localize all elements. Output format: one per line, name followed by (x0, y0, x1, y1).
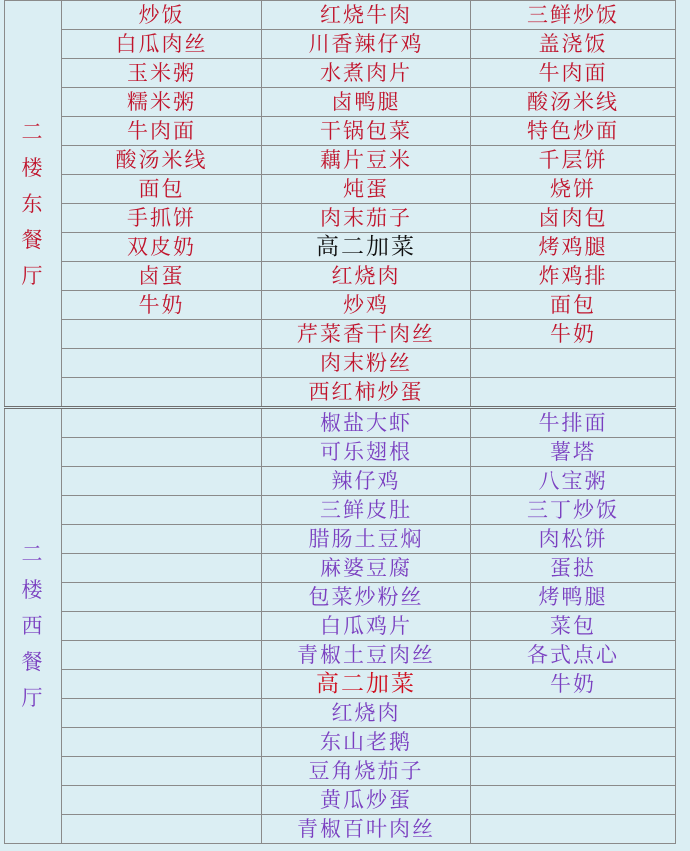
menu-cell (62, 496, 262, 525)
menu-row (5, 641, 676, 670)
section-label-char: 餐 (21, 227, 45, 252)
menu-cell: 青椒百叶肉丝 (262, 815, 471, 844)
menu-cell: 干锅包菜 (262, 117, 471, 146)
menu-cell: 盖浇饭 (471, 30, 676, 59)
menu-cell (62, 641, 262, 670)
menu-cell: 蛋挞 (471, 554, 676, 583)
menu-cell: 肉末茄子 (262, 204, 471, 233)
menu-row (5, 583, 676, 612)
menu-row (5, 670, 676, 699)
menu-cell (62, 438, 262, 467)
menu-cell: 高二加菜 (262, 233, 471, 262)
menu-cell: 特色炒面 (471, 117, 676, 146)
section-label-char: 餐 (21, 650, 45, 674)
menu-row (5, 320, 676, 349)
menu-cell (62, 320, 262, 349)
menu-cell (62, 378, 262, 408)
menu-cell (62, 467, 262, 496)
menu-table-body (5, 1, 676, 844)
menu-cell: 肉末粉丝 (262, 349, 471, 378)
menu-cell: 肉松饼 (471, 525, 676, 554)
menu-cell: 牛奶 (62, 291, 262, 320)
menu-cell: 椒盐大虾 (262, 408, 471, 438)
menu-row (5, 349, 676, 378)
menu-cell (62, 408, 262, 438)
menu-row (5, 233, 676, 262)
menu-cell: 酸汤米线 (471, 88, 676, 117)
menu-cell: 腊肠土豆焖 (262, 525, 471, 554)
menu-cell (62, 583, 262, 612)
menu-cell: 各式点心 (471, 641, 676, 670)
menu-cell: 水煮肉片 (262, 59, 471, 88)
menu-cell: 红烧牛肉 (262, 1, 471, 30)
menu-cell (471, 786, 676, 815)
menu-row (5, 378, 676, 408)
menu-cell: 烤鸭腿 (471, 583, 676, 612)
menu-cell: 辣仔鸡 (262, 467, 471, 496)
menu-cell: 牛肉面 (62, 117, 262, 146)
menu-cell: 红烧肉 (262, 262, 471, 291)
menu-cell: 炒饭 (62, 1, 262, 30)
menu-cell (62, 728, 262, 757)
menu-cell (62, 349, 262, 378)
menu-row (5, 757, 676, 786)
menu-row (5, 88, 676, 117)
section-label (5, 1, 62, 408)
menu-row (5, 175, 676, 204)
menu-cell: 红烧肉 (262, 699, 471, 728)
menu-row (5, 786, 676, 815)
menu-cell (62, 815, 262, 844)
menu-row (5, 59, 676, 88)
menu-cell (62, 786, 262, 815)
menu-row (5, 30, 676, 59)
menu-cell: 芹菜香干肉丝 (262, 320, 471, 349)
menu-cell (62, 525, 262, 554)
menu-row (5, 815, 676, 844)
menu-row (5, 554, 676, 583)
menu-cell: 青椒土豆肉丝 (262, 641, 471, 670)
menu-cell (62, 699, 262, 728)
menu-cell: 面包 (471, 291, 676, 320)
menu-row (5, 204, 676, 233)
menu-cell: 三鲜皮肚 (262, 496, 471, 525)
menu-cell (471, 378, 676, 408)
menu-row (5, 291, 676, 320)
menu-cell: 牛奶 (471, 670, 676, 699)
menu-cell (471, 757, 676, 786)
menu-cell: 糯米粥 (62, 88, 262, 117)
section-label-char: 楼 (21, 578, 45, 602)
menu-cell: 黄瓜炒蛋 (262, 786, 471, 815)
menu-cell: 牛奶 (471, 320, 676, 349)
menu-cell (471, 349, 676, 378)
menu-cell (471, 728, 676, 757)
menu-cell: 面包 (62, 175, 262, 204)
section-label-char: 二 (21, 119, 45, 144)
menu-cell: 可乐翅根 (262, 438, 471, 467)
menu-cell (471, 699, 676, 728)
menu-cell: 薯塔 (471, 438, 676, 467)
menu-cell: 烧饼 (471, 175, 676, 204)
menu-cell: 千层饼 (471, 146, 676, 175)
menu-cell: 高二加菜 (262, 670, 471, 699)
section-label (5, 408, 62, 844)
menu-cell: 卤肉包 (471, 204, 676, 233)
menu-cell (62, 554, 262, 583)
menu-cell: 川香辣仔鸡 (262, 30, 471, 59)
menu-cell: 八宝粥 (471, 467, 676, 496)
menu-cell: 牛肉面 (471, 59, 676, 88)
menu-cell: 藕片豆米 (262, 146, 471, 175)
menu-row (5, 728, 676, 757)
menu-cell: 西红柿炒蛋 (262, 378, 471, 408)
menu-row (5, 467, 676, 496)
menu-cell: 炖蛋 (262, 175, 471, 204)
menu-row (5, 525, 676, 554)
menu-cell: 三丁炒饭 (471, 496, 676, 525)
section-label-char: 二 (21, 542, 45, 566)
section-label-char: 东 (21, 191, 45, 216)
menu-row (5, 408, 676, 438)
menu-row (5, 146, 676, 175)
menu-row (5, 1, 676, 30)
menu-cell: 烤鸡腿 (471, 233, 676, 262)
menu-cell (471, 815, 676, 844)
menu-cell: 麻婆豆腐 (262, 554, 471, 583)
menu-row (5, 612, 676, 641)
menu-cell (62, 612, 262, 641)
section-label-char: 西 (21, 614, 45, 638)
menu-cell: 牛排面 (471, 408, 676, 438)
menu-table (4, 0, 676, 844)
menu-cell: 三鲜炒饭 (471, 1, 676, 30)
menu-cell: 酸汤米线 (62, 146, 262, 175)
menu-row (5, 117, 676, 146)
menu-row (5, 438, 676, 467)
menu-cell: 炸鸡排 (471, 262, 676, 291)
section-label-char: 楼 (21, 155, 45, 180)
menu-row (5, 699, 676, 728)
menu-cell (62, 670, 262, 699)
menu-cell: 豆角烧茄子 (262, 757, 471, 786)
menu-cell: 卤蛋 (62, 262, 262, 291)
menu-cell (62, 757, 262, 786)
menu-cell: 菜包 (471, 612, 676, 641)
menu-row (5, 496, 676, 525)
menu-cell: 白瓜肉丝 (62, 30, 262, 59)
menu-cell: 炒鸡 (262, 291, 471, 320)
menu-cell: 东山老鹅 (262, 728, 471, 757)
menu-cell: 玉米粥 (62, 59, 262, 88)
menu-row (5, 262, 676, 291)
menu-cell: 包菜炒粉丝 (262, 583, 471, 612)
section-label-char: 厅 (21, 263, 45, 288)
section-label-char: 厅 (21, 686, 45, 710)
menu-cell: 手抓饼 (62, 204, 262, 233)
menu-cell: 白瓜鸡片 (262, 612, 471, 641)
menu-cell: 卤鸭腿 (262, 88, 471, 117)
menu-cell: 双皮奶 (62, 233, 262, 262)
